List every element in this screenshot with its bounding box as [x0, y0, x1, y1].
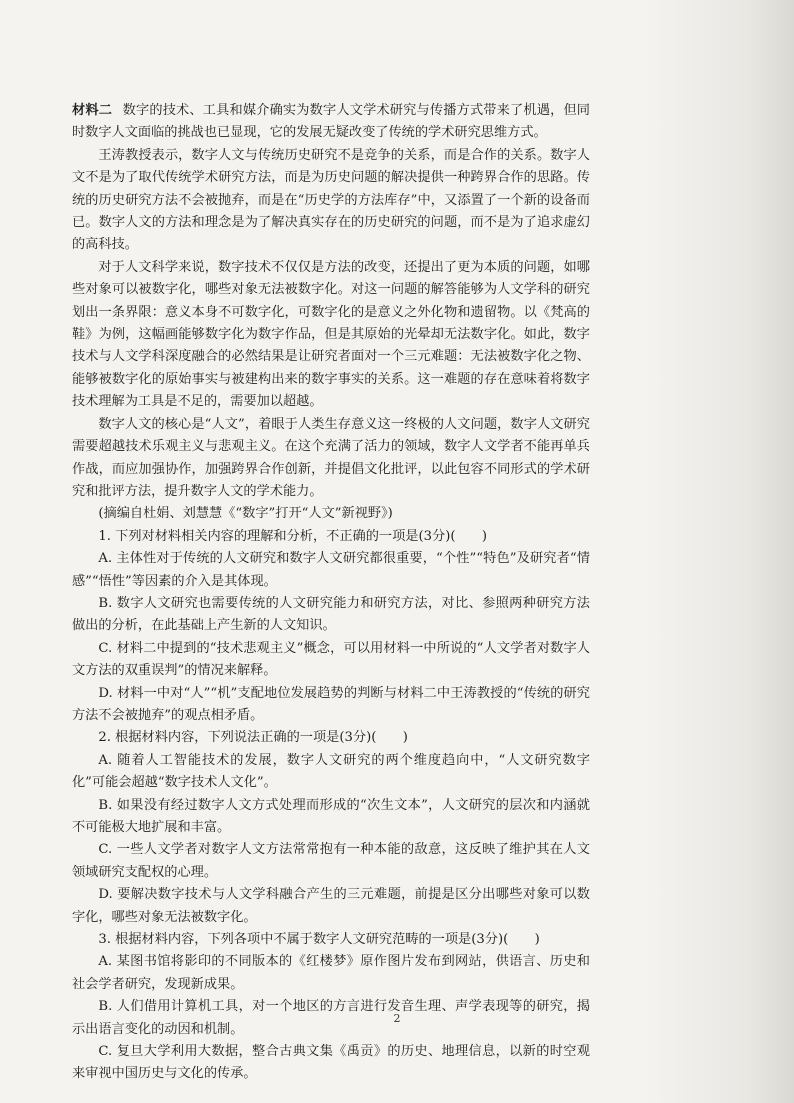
question-option: A. 主体性对于传统的人文研究和数字人文研究都很重要，“个性”“特色”及研究者“情感”“悟性”等因素的介入是其体现。	[72, 551, 590, 589]
question-option: A. 某图书馆将影印的不同版本的《红楼梦》原作图片发布到网站，供语言、历史和社会学者研究，发现新成果。	[72, 954, 590, 992]
question-stem: 2. 根据材料内容，下列说法正确的一项是(3分)( )	[98, 730, 408, 746]
material-paragraph: 数字人文的核心是“人文”，着眼于人类生存意义这一终极的人文问题，数字人文研究需要超越技术乐观主义与悲观主义。在这个充满了活力的领域，数字人文学者不能再单兵作战，而应加强协作，加强跨界合作创新，并提倡文化批评，以此包容不同形式的学术研究和批评方法，提升数字人文的学术能力。	[72, 416, 590, 499]
material-intro	[72, 100, 590, 145]
material-paragraph: 对于人文科学来说，数字技术不仅仅是方法的改变，还提出了更为本质的问题，如哪些对象可以被数字化，哪些对象无法被数字化。对这一问题的解答能够为人文学科的研究划出一条界限：意义本身不可数字化，可数字化的是意义之外化物和遗留物。以《梵高的鞋》为例，这幅画能够数字化为数字作品，但是其原始的光晕却无法数字化。如此，数字技术与人文学科深度融合的必然结果是让研究者面对一个三元难题：无法被数字化之物、能够被数字化的原始事实与被建构出来的数字事实的关系。这一难题的存在意味着将数字技术理解为工具是不足的，需要加以超越。	[72, 259, 590, 410]
exam-text-body	[72, 100, 590, 1086]
question-stem: 3. 根据材料内容，下列各项中不属于数字人文研究范畴的一项是(3分)( )	[98, 932, 540, 948]
question-option: B. 如果没有经过数字人文方式处理而形成的“次生文本”，人文研究的层次和内涵就不可能极大地扩展和丰富。	[72, 797, 590, 835]
scan-shadow-edge	[644, 0, 794, 1103]
material-source: (摘编自杜娟、刘慧慧《“数字”打开“人文”新视野》)	[98, 506, 393, 522]
question-option: D. 要解决数字技术与人文学科融合产生的三元难题，前提是区分出哪些对象可以数字化，哪些对象无法被数字化。	[72, 887, 590, 925]
material-paragraph: 王涛教授表示，数字人文与传统历史研究不是竞争的关系，而是合作的关系。数字人文不是为了取代传统学术研究方法，而是为历史问题的解决提供一种跨界合作的思路。传统的历史研究方法不会被抛弃，而是在“历史学的方法库存”中，又添置了一个新的设备而已。数字人文的方法和理念是为了解决真实存在的历史研究的问题，而不是为了追求虚幻的高科技。	[72, 147, 590, 253]
question-stem: 1. 下列对材料相关内容的理解和分析，不正确的一项是(3分)( )	[98, 528, 488, 544]
question-option: C. 材料二中提到的“技术悲观主义”概念，可以用材料一中所说的“人文学者对数字人文方法的双重误判”的情况来解释。	[72, 640, 590, 679]
question-option: A. 随着人工智能技术的发展，数字人文研究的两个维度趋向中，“人文研究数字化”可能会超越“数字技术人文化”。	[72, 752, 590, 791]
question-option: B. 人们借用计算机工具，对一个地区的方言进行发音生理、声学表现等的研究，揭示出语言变化的动因和机制。	[72, 999, 590, 1037]
material-paragraph: 数字的技术、工具和媒介确实为数字人文学术研究与传播方式带来了机遇，但同时数字人文面临的挑战也已显现，它的发展无疑改变了传统的学术研究思维方式。	[72, 103, 590, 141]
question-option: C. 一些人文学者对数字人文方法常常抱有一种本能的敌意，这反映了维护其在人文领域研究支配权的心理。	[72, 842, 590, 880]
page-number: 2	[393, 1012, 401, 1025]
question-option: B. 数字人文研究也需要传统的人文研究能力和研究方法，对比、参照两种研究方法做出的分析，在此基础上产生新的人文知识。	[72, 595, 590, 634]
material-label: 材料二	[72, 103, 113, 118]
question-option: C. 复旦大学利用大数据，整合古典文集《禹贡》的历史、地理信息，以新的时空观来审视中国历史与文化的传承。	[72, 1044, 590, 1082]
question-option: D. 材料一中对“人”“机”支配地位发展趋势的判断与材料二中王涛教授的“传统的研究方法不会被抛弃”的观点相矛盾。	[72, 685, 590, 723]
